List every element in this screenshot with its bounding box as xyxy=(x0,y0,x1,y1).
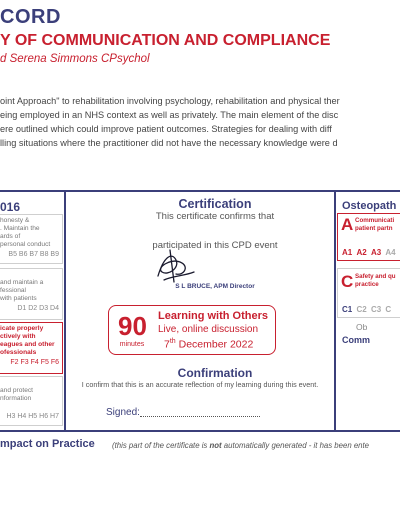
event-minutes: 90 xyxy=(118,311,147,341)
standard-code: C3 xyxy=(370,305,382,314)
standard-text: patient partn xyxy=(355,224,393,232)
event-minutes-label: minutes xyxy=(119,341,145,348)
standard-text: fessional xyxy=(0,287,27,294)
standard-text: practice xyxy=(355,280,379,288)
standard-text: Safety and qu xyxy=(355,273,396,280)
description-line: oint Approach" to rehabilitation involving psychology, rehabilitation and physical ther xyxy=(0,96,340,106)
standard-a-codes xyxy=(342,248,398,257)
event-date xyxy=(164,338,253,351)
certification-confirms: This certificate confirms that xyxy=(155,211,275,222)
frame-top-line xyxy=(0,190,400,192)
impact-note-text: (this part of the certificate is xyxy=(112,441,210,450)
standard-box-highlighted xyxy=(0,322,63,374)
standard-codes: H3 H4 H5 H6 H7 xyxy=(6,413,59,420)
standard-text: ctively with xyxy=(0,333,36,340)
impact-heading: mpact on Practice xyxy=(0,438,95,450)
frame-left-divider xyxy=(64,190,66,430)
standard-code: C xyxy=(385,305,392,314)
signature-line[interactable] xyxy=(140,416,260,417)
event-date-suffix: th xyxy=(169,338,176,345)
standard-code: A1 xyxy=(342,248,353,257)
standard-text: with patients xyxy=(0,295,37,302)
description-line: eing employed in an NHS context as well as privately. The main element of the disc xyxy=(0,110,339,120)
standard-c-text xyxy=(355,273,396,288)
standard-text xyxy=(0,403,62,411)
standard-box xyxy=(0,376,63,426)
certification-heading: Certification xyxy=(178,197,252,211)
standard-text: ofessionals xyxy=(0,349,37,356)
document-title: CORD xyxy=(0,6,61,28)
standard-text: ards of xyxy=(0,233,21,240)
standard-a-text xyxy=(355,217,394,232)
standard-code: A3 xyxy=(370,248,382,257)
frame-right-divider xyxy=(334,190,336,430)
standard-codes: D1 D2 D3 D4 xyxy=(17,305,59,312)
communication-label: Comm xyxy=(342,335,371,345)
osteopath-standard-c-box xyxy=(337,268,400,318)
event-date-rest: December 2022 xyxy=(175,338,254,351)
impact-note-emphasis: not xyxy=(209,441,222,450)
signed-label: Signed: xyxy=(106,407,140,418)
certification-participated: participated in this CPD event xyxy=(152,240,278,251)
standard-box xyxy=(0,214,63,264)
director-name: S L BRUCE, APM Director xyxy=(175,283,255,290)
standard-text: . Maintain the xyxy=(0,225,40,232)
standard-text: personal conduct xyxy=(0,241,51,248)
standard-text: honesty & xyxy=(0,217,30,224)
standard-text: nformation xyxy=(0,395,32,402)
standard-code: C2 xyxy=(356,305,367,314)
description-line: lling situations where the practitioner did not have the necessary knowledge were d xyxy=(0,138,338,148)
impact-note xyxy=(112,441,369,450)
standards-year: 016 xyxy=(0,200,21,214)
event-title: Learning with Others xyxy=(158,310,269,322)
osteopath-standards-title: Osteopath xyxy=(342,200,397,212)
standard-c-codes xyxy=(342,305,393,314)
standard-code: C1 xyxy=(342,305,353,314)
confirmation-text: I confirm that this is an accurate reflection of my learning during this event. xyxy=(81,380,319,389)
osteopath-standard-a-box xyxy=(337,213,400,261)
confirmation-heading: Confirmation xyxy=(177,366,253,380)
standard-text xyxy=(0,377,62,387)
standard-text: and maintain a xyxy=(0,279,44,286)
description-line: ere outlined which could improve patient outcomes. Strategies for dealing with diff xyxy=(0,124,332,134)
document-subtitle: Y OF COMMUNICATION AND COMPLIANCE xyxy=(0,32,331,49)
standard-text xyxy=(0,269,62,279)
standard-letter: C xyxy=(341,272,354,291)
frame-bottom-line xyxy=(0,430,400,432)
objectives-label: Ob xyxy=(356,322,368,332)
standard-letter: A xyxy=(341,215,354,234)
event-date-day: 7 xyxy=(164,338,170,351)
standard-codes: B5 B6 B7 B8 B9 xyxy=(8,251,59,258)
director-signature-icon xyxy=(150,246,200,286)
standard-code: A4 xyxy=(385,248,396,257)
standard-codes: F2 F3 F4 F5 F6 xyxy=(10,359,59,366)
impact-note-text: automatically generated - it has been ente xyxy=(221,441,369,450)
standard-code: A2 xyxy=(356,248,367,257)
event-format: Live, online discussion xyxy=(158,324,259,335)
standard-text: Communicati xyxy=(355,217,395,224)
standard-text: icate properly xyxy=(0,325,44,332)
authors: d Serena Simmons CPsychol xyxy=(0,53,150,65)
standard-box xyxy=(0,268,63,320)
standard-text: and protect xyxy=(0,387,33,394)
standard-text: eagues and other xyxy=(0,341,55,348)
